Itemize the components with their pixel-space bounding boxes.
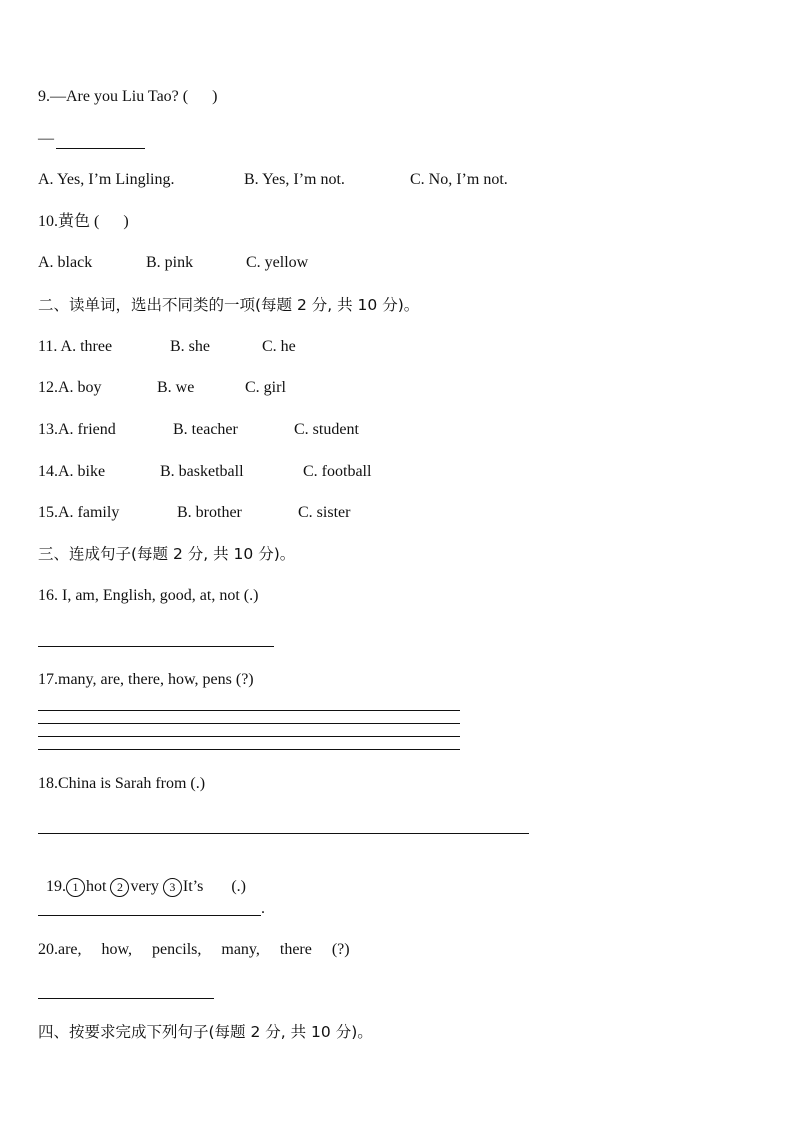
q19-answer-period: . bbox=[261, 900, 265, 917]
section-2-heading: 二、读单词，选出不同类的一项(每题 2 分, 共 10 分)。 bbox=[38, 296, 420, 314]
q11-option-b[interactable]: B. she bbox=[170, 338, 210, 355]
q9-option-c[interactable]: C. No, I’m not. bbox=[410, 171, 508, 188]
q10-option-c[interactable]: C. yellow bbox=[246, 254, 309, 271]
q17-answer-line-1[interactable] bbox=[38, 710, 460, 711]
q15-option-a[interactable]: 15.A. family bbox=[38, 504, 120, 521]
q12-option-a[interactable]: 12.A. boy bbox=[38, 379, 102, 396]
q17-answer-line-2[interactable] bbox=[38, 723, 460, 724]
section-4-heading: 四、按要求完成下列句子(每题 2 分, 共 10 分)。 bbox=[38, 1023, 373, 1041]
q19-stem bbox=[38, 857, 246, 897]
q10-option-b[interactable]: B. pink bbox=[146, 254, 194, 271]
q10-option-a[interactable]: A. black bbox=[38, 254, 93, 271]
q12-option-c[interactable]: C. girl bbox=[245, 379, 286, 396]
q19-punctuation: (.) bbox=[231, 878, 246, 895]
q14-option-b[interactable]: B. basketball bbox=[160, 463, 244, 480]
q9-answer-dash: — bbox=[38, 130, 54, 147]
circled-number-3: 3 bbox=[163, 878, 182, 897]
q13-option-a[interactable]: 13.A. friend bbox=[38, 421, 116, 438]
circled-number-1: 1 bbox=[66, 878, 85, 897]
q10-stem: 10.黄色 ( ) bbox=[38, 213, 129, 230]
q9-answer-line[interactable] bbox=[56, 148, 145, 149]
q16-answer-line[interactable] bbox=[38, 646, 274, 647]
q13-option-b[interactable]: B. teacher bbox=[173, 421, 238, 438]
q17-answer-line-3[interactable] bbox=[38, 736, 460, 737]
q9-stem: 9.—Are you Liu Tao? ( ) bbox=[38, 88, 218, 105]
q15-option-b[interactable]: B. brother bbox=[177, 504, 242, 521]
q18-stem: 18.China is Sarah from (.) bbox=[38, 775, 206, 792]
q11-option-c[interactable]: C. he bbox=[262, 338, 296, 355]
q20-answer-line[interactable] bbox=[38, 998, 214, 999]
q19-word-3: It’s bbox=[182, 878, 204, 895]
q11-option-a[interactable]: 11. A. three bbox=[38, 338, 113, 355]
q17-stem: 17.many, are, there, how, pens (?) bbox=[38, 671, 254, 688]
q19-number: 19. bbox=[46, 878, 66, 895]
q9-option-a[interactable]: A. Yes, I’m Lingling. bbox=[38, 171, 175, 188]
circled-number-2: 2 bbox=[110, 878, 129, 897]
q12-option-b[interactable]: B. we bbox=[157, 379, 195, 396]
q14-option-c[interactable]: C. football bbox=[303, 463, 372, 480]
q19-word-2: very bbox=[130, 878, 163, 895]
q18-answer-line[interactable] bbox=[38, 833, 529, 834]
q17-answer-line-4[interactable] bbox=[38, 749, 460, 750]
q19-word-1: hot bbox=[86, 878, 111, 895]
q15-option-c[interactable]: C. sister bbox=[298, 504, 351, 521]
section-3-heading: 三、连成句子(每题 2 分, 共 10 分)。 bbox=[38, 545, 296, 563]
q13-option-c[interactable]: C. student bbox=[294, 421, 359, 438]
q19-answer-line[interactable] bbox=[38, 915, 261, 916]
q14-option-a[interactable]: 14.A. bike bbox=[38, 463, 106, 480]
q16-stem: 16. I, am, English, good, at, not (.) bbox=[38, 587, 259, 604]
q20-stem: 20.are, how, pencils, many, there (?) bbox=[38, 941, 350, 958]
q9-option-b[interactable]: B. Yes, I’m not. bbox=[244, 171, 345, 188]
